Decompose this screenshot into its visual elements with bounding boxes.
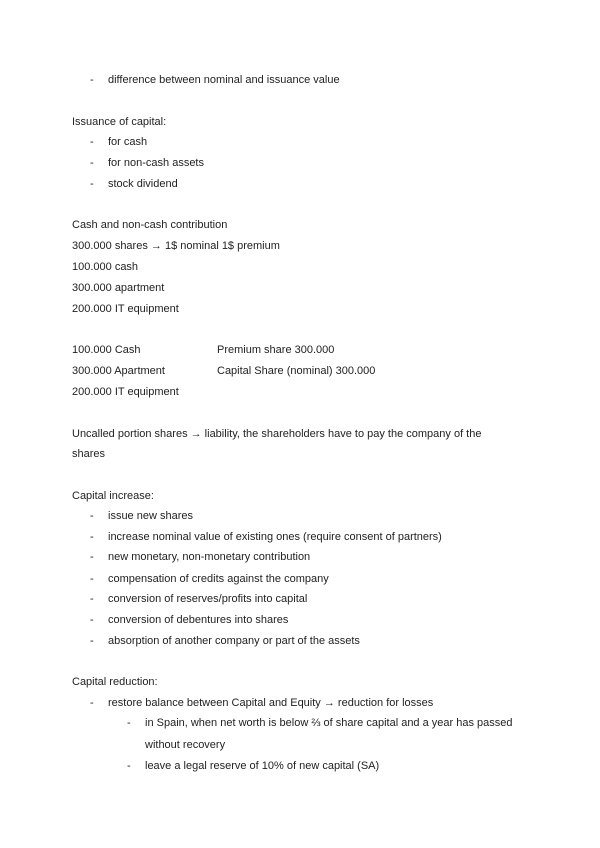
bullet-dash: -	[90, 531, 94, 543]
reduction-subitem: leave a legal reserve of 10% of new capital (SA)	[145, 760, 380, 772]
contribution-heading: Cash and non-cash contribution	[72, 219, 228, 231]
contribution-line: 300.000 apartment	[72, 282, 165, 294]
increase-heading: Capital increase:	[72, 490, 154, 502]
bullet-dash: -	[90, 510, 94, 522]
bullet-dash: -	[90, 593, 94, 605]
bullet-dash: -	[90, 614, 94, 626]
contribution-line: 200.000 IT equipment	[72, 303, 179, 315]
reduction-item: restore balance between Capital and Equity → reduction for losses	[108, 697, 434, 709]
bullet-dash: -	[90, 573, 94, 585]
bullet-dash: -	[90, 157, 94, 169]
issuance-item: for cash	[108, 136, 148, 148]
contribution-line: 100.000 cash	[72, 261, 139, 273]
bullet-dash: -	[90, 74, 94, 86]
bullet-dash: -	[90, 551, 94, 563]
uncalled-paragraph-line: Uncalled portion shares → liability, the shareholders have to pay the company of the	[72, 428, 482, 440]
issuance-item: stock dividend	[108, 178, 178, 190]
increase-item: compensation of credits against the company	[108, 573, 329, 585]
debit-line: 100.000 Cash	[72, 344, 141, 356]
debit-line: 300.000 Apartment	[72, 365, 165, 377]
sub-bullet-dash: -	[127, 760, 131, 772]
bullet-dash: -	[90, 178, 94, 190]
uncalled-paragraph-line: shares	[72, 448, 106, 460]
increase-item: new monetary, non-monetary contribution	[108, 551, 311, 563]
reduction-heading: Capital reduction:	[72, 676, 158, 688]
increase-item: increase nominal value of existing ones (require consent of partners)	[108, 531, 442, 543]
increase-item: conversion of debentures into shares	[108, 614, 289, 626]
increase-item: conversion of reserves/profits into capital	[108, 593, 308, 605]
increase-item: absorption of another company or part of the assets	[108, 635, 360, 647]
reduction-subitem-continued: without recovery	[145, 739, 226, 751]
reduction-subitem: in Spain, when net worth is below ⅔ of share capital and a year has passed	[145, 717, 513, 729]
debit-line: 200.000 IT equipment	[72, 386, 179, 398]
bullet-dash: -	[90, 136, 94, 148]
issuance-item: for non-cash assets	[108, 157, 204, 169]
contribution-line: 300.000 shares → 1$ nominal 1$ premium	[72, 240, 280, 252]
top-list-item: difference between nominal and issuance value	[108, 74, 340, 86]
bullet-dash: -	[90, 697, 94, 709]
increase-item: issue new shares	[108, 510, 193, 522]
sub-bullet-dash: -	[127, 717, 131, 729]
bullet-dash: -	[90, 635, 94, 647]
credit-line: Capital Share (nominal) 300.000	[217, 365, 376, 377]
credit-line: Premium share 300.000	[217, 344, 335, 356]
issuance-heading: Issuance of capital:	[72, 116, 167, 128]
